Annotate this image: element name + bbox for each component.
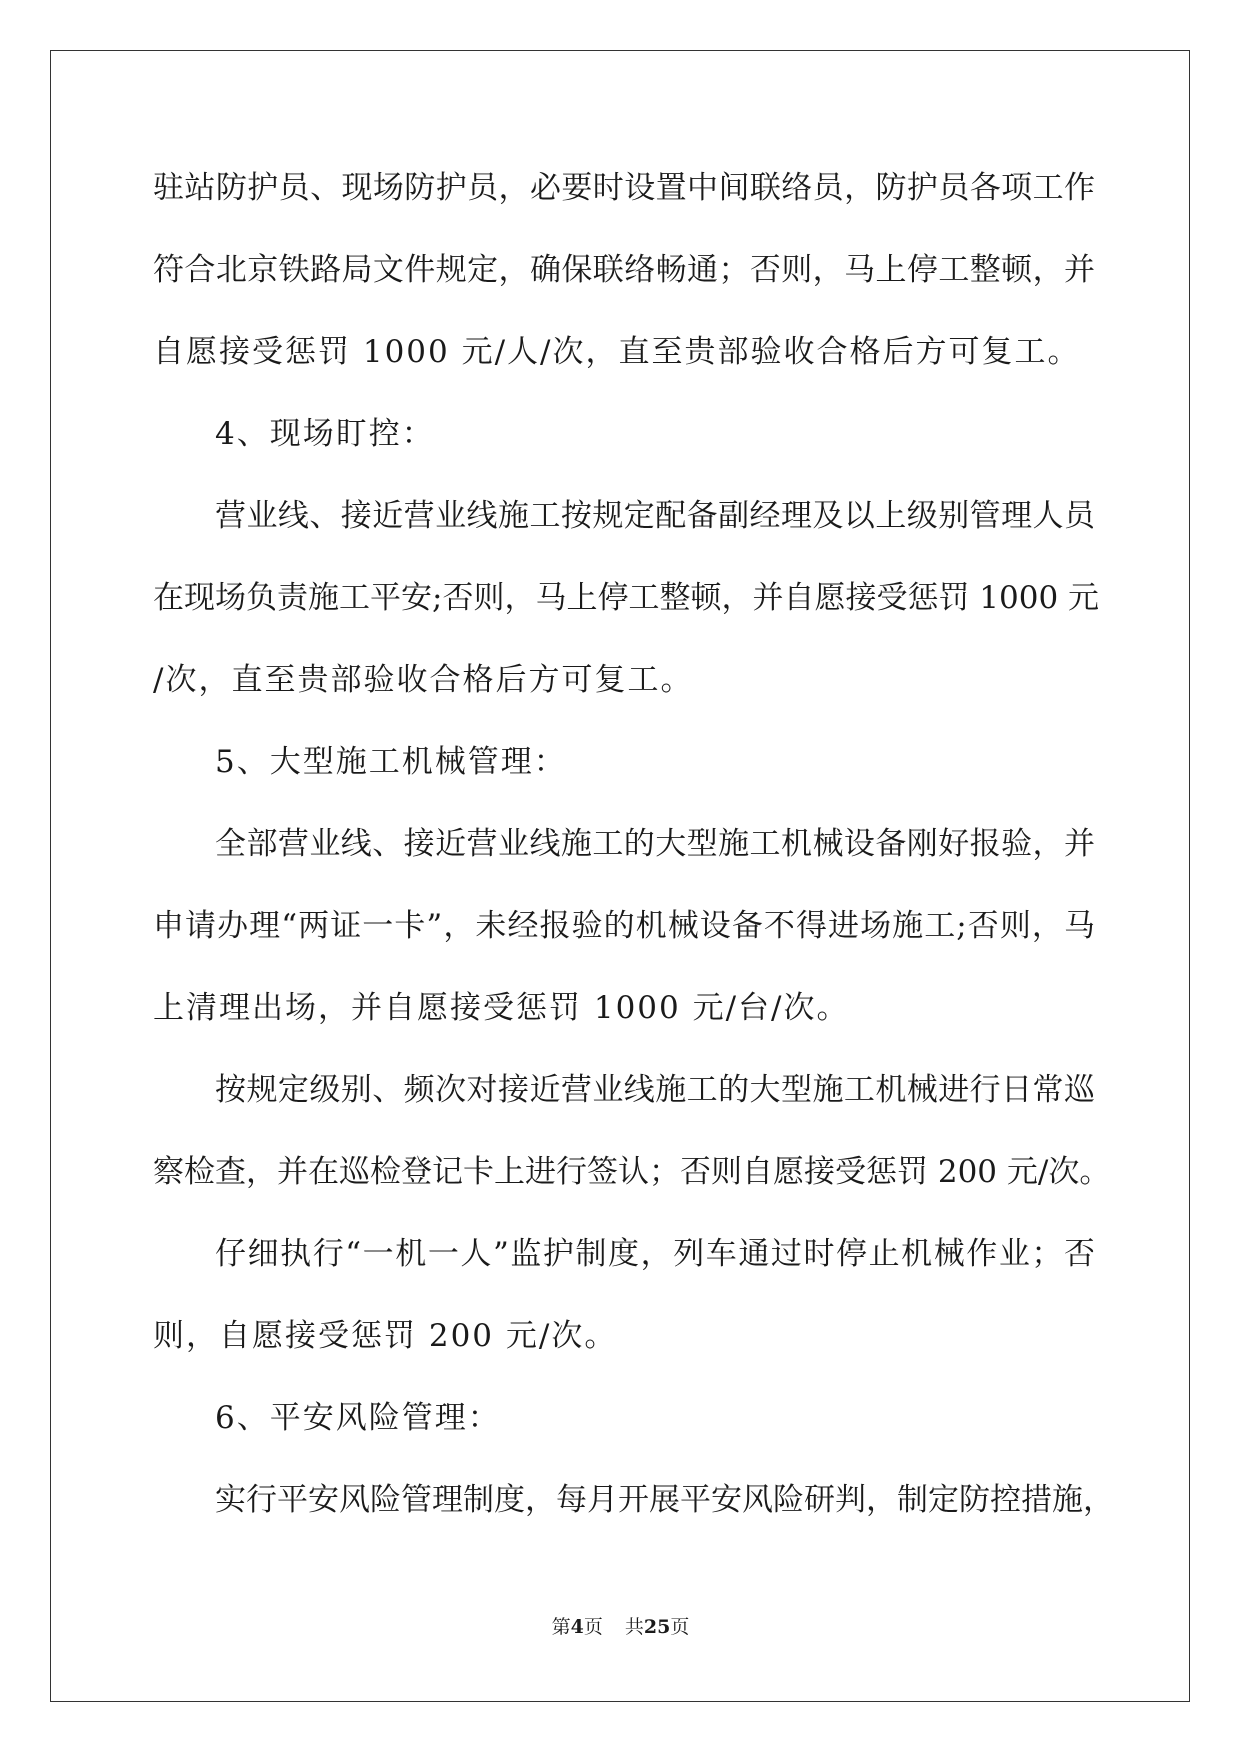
paragraph-first-line: 实行平安风险管理制度，每月开展平安风险研判，制定防控措施， (215, 1482, 1114, 1518)
paragraph-first-line: 全部营业线、接近营业线施工的大型施工机械设备刚好报验，并 (215, 826, 1095, 862)
paragraph-first-line: 营业线、接近营业线施工按规定配备副经理及以上级别管理人员 (215, 498, 1095, 534)
footer-prefix: 第 (551, 1616, 571, 1638)
text-line: 察检查，并在巡检登记卡上进行签认；否则自愿接受惩罚 200 元/次。 (153, 1154, 1111, 1190)
footer-page-unit: 页 (583, 1616, 603, 1638)
section-heading: 6、平安风险管理： (215, 1400, 501, 1436)
footer-total-prefix: 共 (624, 1616, 644, 1638)
paragraph-first-line: 仔细执行“一机一人”监护制度，列车通过时停止机械作业；否 (215, 1236, 1095, 1272)
text-line: 驻站防护员、现场防护员，必要时设置中间联络员，防护员各项工作 (153, 170, 1095, 206)
document-body (153, 163, 1114, 1557)
page-footer (0, 1612, 1241, 1639)
text-line: 上清理出场，并自愿接受惩罚 1000 元/台/次。 (153, 990, 850, 1026)
text-line: /次，直至贵部验收合格后方可复工。 (153, 662, 694, 698)
section-heading: 4、现场盯控： (215, 416, 435, 452)
text-line: 申请办理“两证一卡”，未经报验的机械设备不得进场施工;否则，马 (153, 908, 1095, 944)
footer-total-unit: 页 (670, 1616, 690, 1638)
section-heading: 5、大型施工机械管理： (215, 744, 567, 780)
current-page-number: 4 (570, 1616, 584, 1638)
text-line: 则，自愿接受惩罚 200 元/次。 (153, 1318, 618, 1354)
paragraph-first-line: 按规定级别、频次对接近营业线施工的大型施工机械进行日常巡 (215, 1072, 1095, 1108)
text-line: 符合北京铁路局文件规定，确保联络畅通；否则，马上停工整顿，并 (153, 252, 1095, 288)
total-pages-number: 25 (643, 1616, 671, 1638)
text-line: 自愿接受惩罚 1000 元/人/次，直至贵部验收合格后方可复工。 (153, 334, 1081, 370)
text-line: 在现场负责施工平安;否则，马上停工整顿，并自愿接受惩罚 1000 元 (153, 580, 1100, 616)
